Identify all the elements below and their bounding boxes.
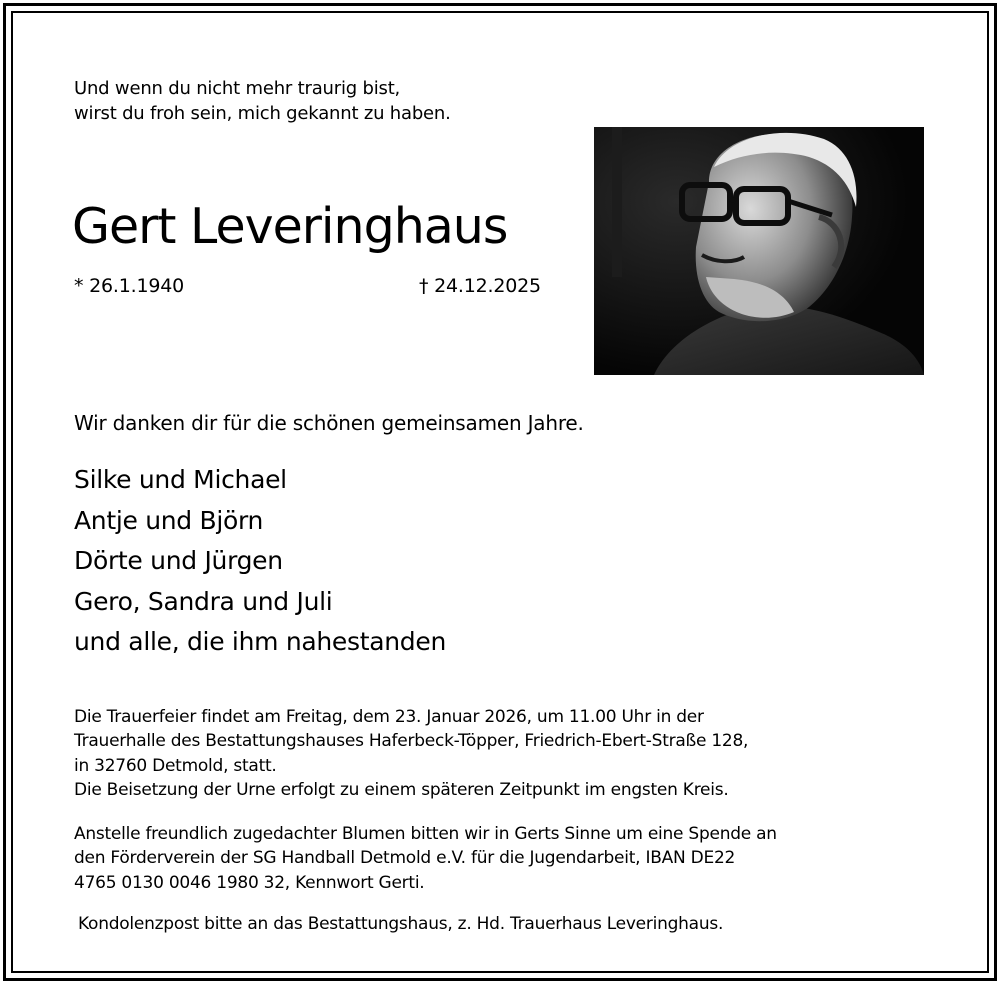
funeral-info-line: Die Trauerfeier findet am Freitag, dem 23. Januar 2026, um 11.00 Uhr in der [74, 707, 704, 727]
motto-line: Und wenn du nicht mehr traurig bist, [74, 78, 401, 99]
funeral-info-line: Die Beisetzung der Urne erfolgt zu einem späteren Zeitpunkt im engsten Kreis. [74, 779, 729, 800]
motto-line: wirst du froh sein, mich gekannt zu haben. [74, 103, 451, 124]
funeral-info-line: Trauerhalle des Bestattungshauses Haferbeck-Töpper, Friedrich-Ebert-Straße 128, [74, 731, 749, 752]
thanks-line: Wir danken dir für die schönen gemeinsamen Jahre. [74, 411, 584, 435]
condolence-note: Kondolenzpost bitte an das Bestattungshaus, z. Hd. Trauerhaus Leveringhaus. [78, 914, 724, 934]
motto-quote [74, 76, 451, 126]
mourner-entry: Dörte und Jürgen [74, 546, 283, 576]
funeral-info-line: in 32760 Detmold, statt. [74, 755, 277, 776]
donation-info-line: 4765 0130 0046 1980 32, Kennwort Gerti. [74, 872, 425, 893]
funeral-info [74, 705, 748, 802]
mourner-entry: Silke und Michael [74, 465, 287, 494]
donation-info-line: den Förderverein der SG Handball Detmold e.V. für die Jugendarbeit, IBAN DE22 [74, 848, 736, 869]
death-date: † 24.12.2025 [419, 275, 541, 297]
mourner-entry: Antje und Björn [74, 505, 264, 535]
mourner-entry: Gero, Sandra und Juli [74, 586, 333, 616]
donation-info-line: Anstelle freundlich zugedachter Blumen bitten wir in Gerts Sinne um eine Spende an [74, 824, 777, 844]
portrait-photo [594, 127, 924, 375]
mourner-entry: und alle, die ihm nahestanden [74, 627, 447, 657]
deceased-name: Gert Leveringhaus [72, 198, 508, 255]
mourners-list [74, 460, 446, 663]
donation-info [74, 822, 777, 895]
birth-date: * 26.1.1940 [74, 275, 185, 297]
